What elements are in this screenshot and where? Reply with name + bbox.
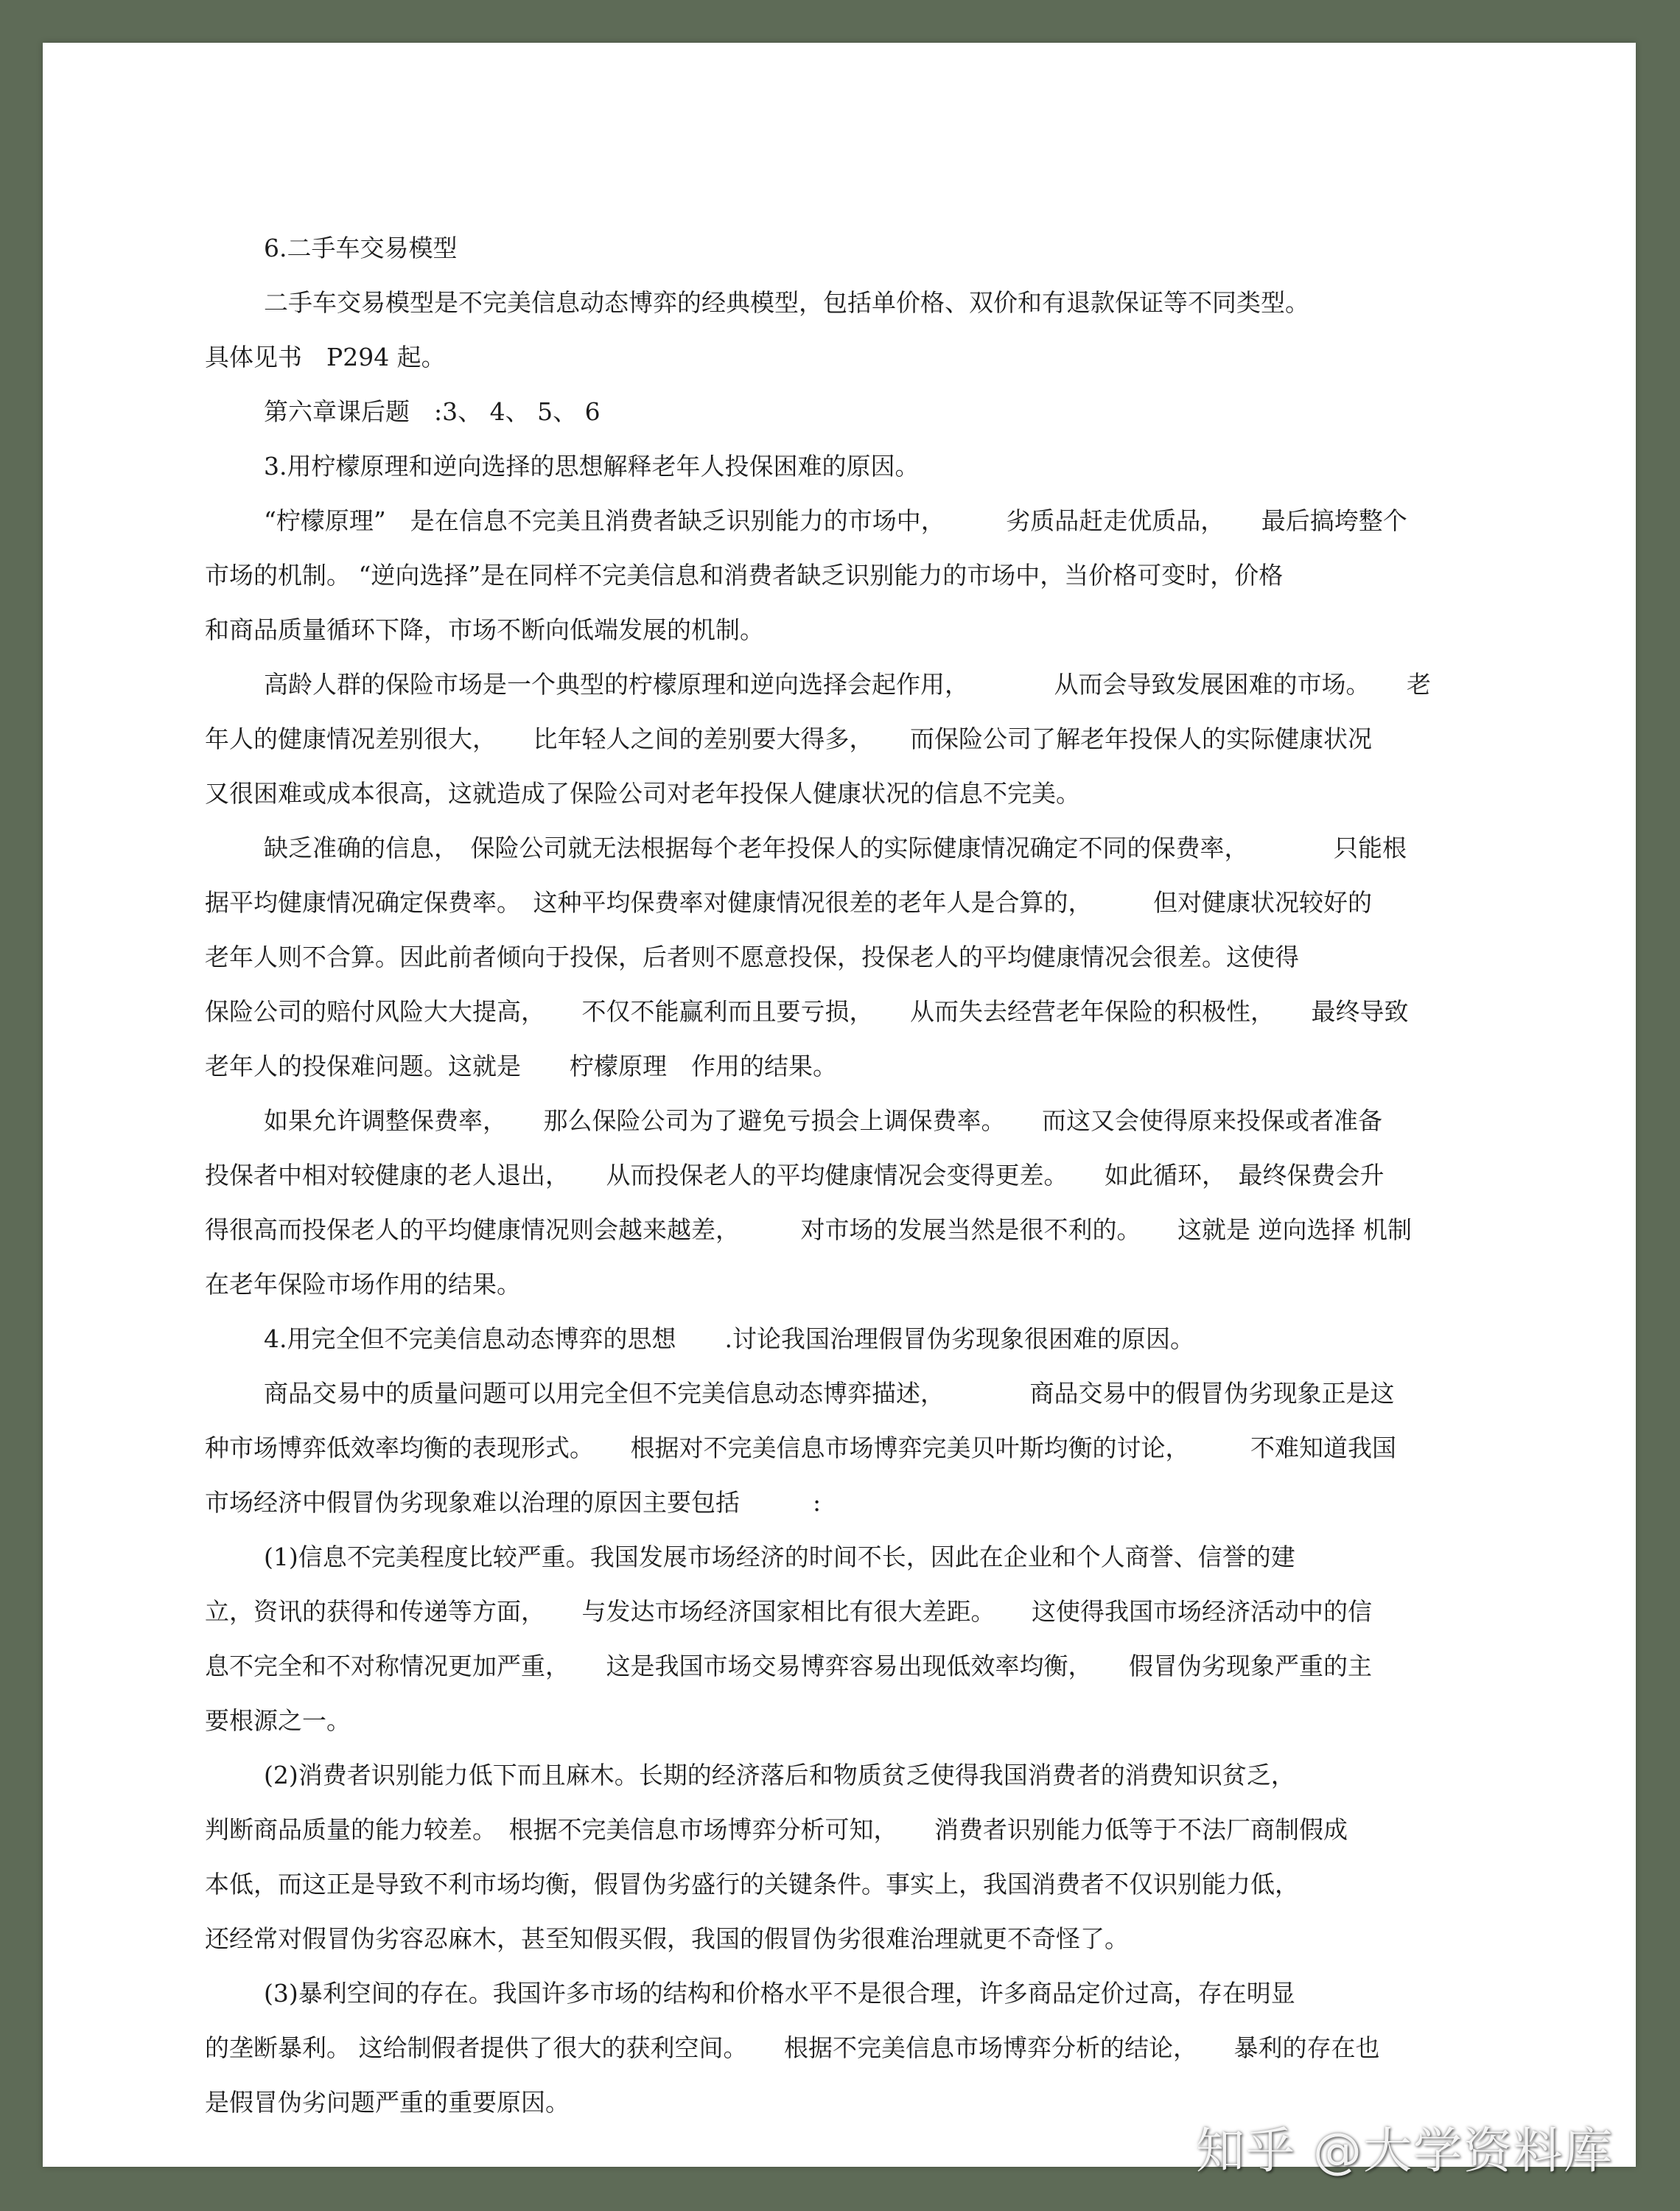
- text-line: 在老年保险市场作用的结果。: [205, 1270, 521, 1299]
- text-line: 6.二手车交易模型: [264, 234, 458, 262]
- text-line: 具体见书 P294 起。: [205, 343, 446, 371]
- text-line: “柠檬原理” 是在信息不完美且消费者缺乏识别能力的市场中， 劣质品赶走优质品， 最后搞垮整个: [264, 506, 1407, 535]
- text-line: 息不完全和不对称情况更加严重， 这是我国市场交易博弈容易出现低效率均衡， 假冒伪劣现象严重的主: [205, 1652, 1372, 1680]
- text-line: 种市场博弈低效率均衡的表现形式。 根据对不完美信息市场博弈完美贝叶斯均衡的讨论， 不难知道我国: [205, 1433, 1396, 1462]
- text-line: 本低，而这正是导致不利市场均衡，假冒伪劣盛行的关键条件。事实上，我国消费者不仅识别能力低，: [205, 1870, 1299, 1899]
- text-line: 老年人则不合算。因此前者倾向于投保，后者则不愿意投保，投保老人的平均健康情况会很差。这使得: [205, 943, 1299, 971]
- text-line: 又很困难或成本很高，这就造成了保险公司对老年投保人健康状况的信息不完美。: [205, 779, 1080, 808]
- text-line: 据平均健康情况确定保费率。 这种平均保费率对健康情况很差的老年人是合算的， 但对健康状况较好的: [205, 888, 1372, 917]
- text-line: 二手车交易模型是不完美信息动态博弈的经典模型，包括单价格、双价和有退款保证等不同类型。: [264, 288, 1309, 317]
- text-line: 4.用完全但不完美信息动态博弈的思想 .讨论我国治理假冒伪劣现象很困难的原因。: [264, 1324, 1194, 1353]
- text-line: 年人的健康情况差别很大， 比年轻人之间的差别要大得多， 而保险公司了解老年投保人的实际健康状况: [205, 724, 1372, 753]
- text-line: 第六章课后题 :3、 4、 5、 6: [264, 397, 601, 426]
- text-line: 老年人的投保难问题。这就是 柠檬原理 作用的结果。: [205, 1052, 837, 1080]
- text-line: 高龄人群的保险市场是一个典型的柠檬原理和逆向选择会起作用， 从而会导致发展困难的市场。 老: [264, 670, 1431, 699]
- text-line: 商品交易中的质量问题可以用完全但不完美信息动态博弈描述， 商品交易中的假冒伪劣现象正是这: [264, 1379, 1395, 1408]
- text-line: 要根源之一。: [205, 1706, 351, 1735]
- watermark: 知乎 @大学资料库: [1196, 2123, 1614, 2179]
- text-line: 得很高而投保老人的平均健康情况则会越来越差， 对市场的发展当然是很不利的。 这就是 逆向选择 机制: [205, 1215, 1412, 1244]
- text-line: 是假冒伪劣问题严重的重要原因。: [205, 2088, 570, 2117]
- text-line: 3.用柠檬原理和逆向选择的思想解释老年人投保困难的原因。: [264, 452, 920, 481]
- text-line: 市场经济中假冒伪劣现象难以治理的原因主要包括 :: [205, 1488, 822, 1517]
- text-line: (2)消费者识别能力低下而且麻木。长期的经济落后和物质贫乏使得我国消费者的消费知识贫乏，: [264, 1761, 1295, 1789]
- text-line: 的垄断暴利。 这给制假者提供了很大的获利空间。 根据不完美信息市场博弈分析的结论， 暴利的存在也: [205, 2033, 1380, 2062]
- document-body: [205, 221, 1553, 2130]
- document-page: [43, 43, 1636, 2167]
- text-line: 立，资讯的获得和传递等方面， 与发达市场经济国家相比有很大差距。 这使得我国市场经济活动中的信: [205, 1597, 1372, 1626]
- text-line: 市场的机制。 “逆向选择”是在同样不完美信息和消费者缺乏识别能力的市场中，当价格可变时，价格: [205, 561, 1284, 590]
- text-line: 投保者中相对较健康的老人退出， 从而投保老人的平均健康情况会变得更差。 如此循环， 最终保费会升: [205, 1161, 1385, 1190]
- text-line: 判断商品质量的能力较差。 根据不完美信息市场博弈分析可知， 消费者识别能力低等于不法厂商制假成: [205, 1815, 1348, 1844]
- text-line: (1)信息不完美程度比较严重。我国发展市场经济的时间不长，因此在企业和个人商誉、信誉的建: [264, 1543, 1295, 1571]
- text-line: 和商品质量循环下降，市场不断向低端发展的机制。: [205, 615, 764, 644]
- text-line: 如果允许调整保费率， 那么保险公司为了避免亏损会上调保费率。 而这又会使得原来投保或者准备: [264, 1106, 1382, 1135]
- text-line: (3)暴利空间的存在。我国许多市场的结构和价格水平不是很合理，许多商品定价过高，存在明显: [264, 1979, 1295, 2008]
- text-line: 保险公司的赔付风险大大提高， 不仅不能赢利而且要亏损， 从而失去经营老年保险的积极性， 最终导致: [205, 997, 1409, 1026]
- text-line: 还经常对假冒伪劣容忍麻木，甚至知假买假，我国的假冒伪劣很难治理就更不奇怪了。: [205, 1924, 1129, 1953]
- text-line: 缺乏准确的信息， 保险公司就无法根据每个老年投保人的实际健康情况确定不同的保费率， 只能根: [264, 834, 1407, 862]
